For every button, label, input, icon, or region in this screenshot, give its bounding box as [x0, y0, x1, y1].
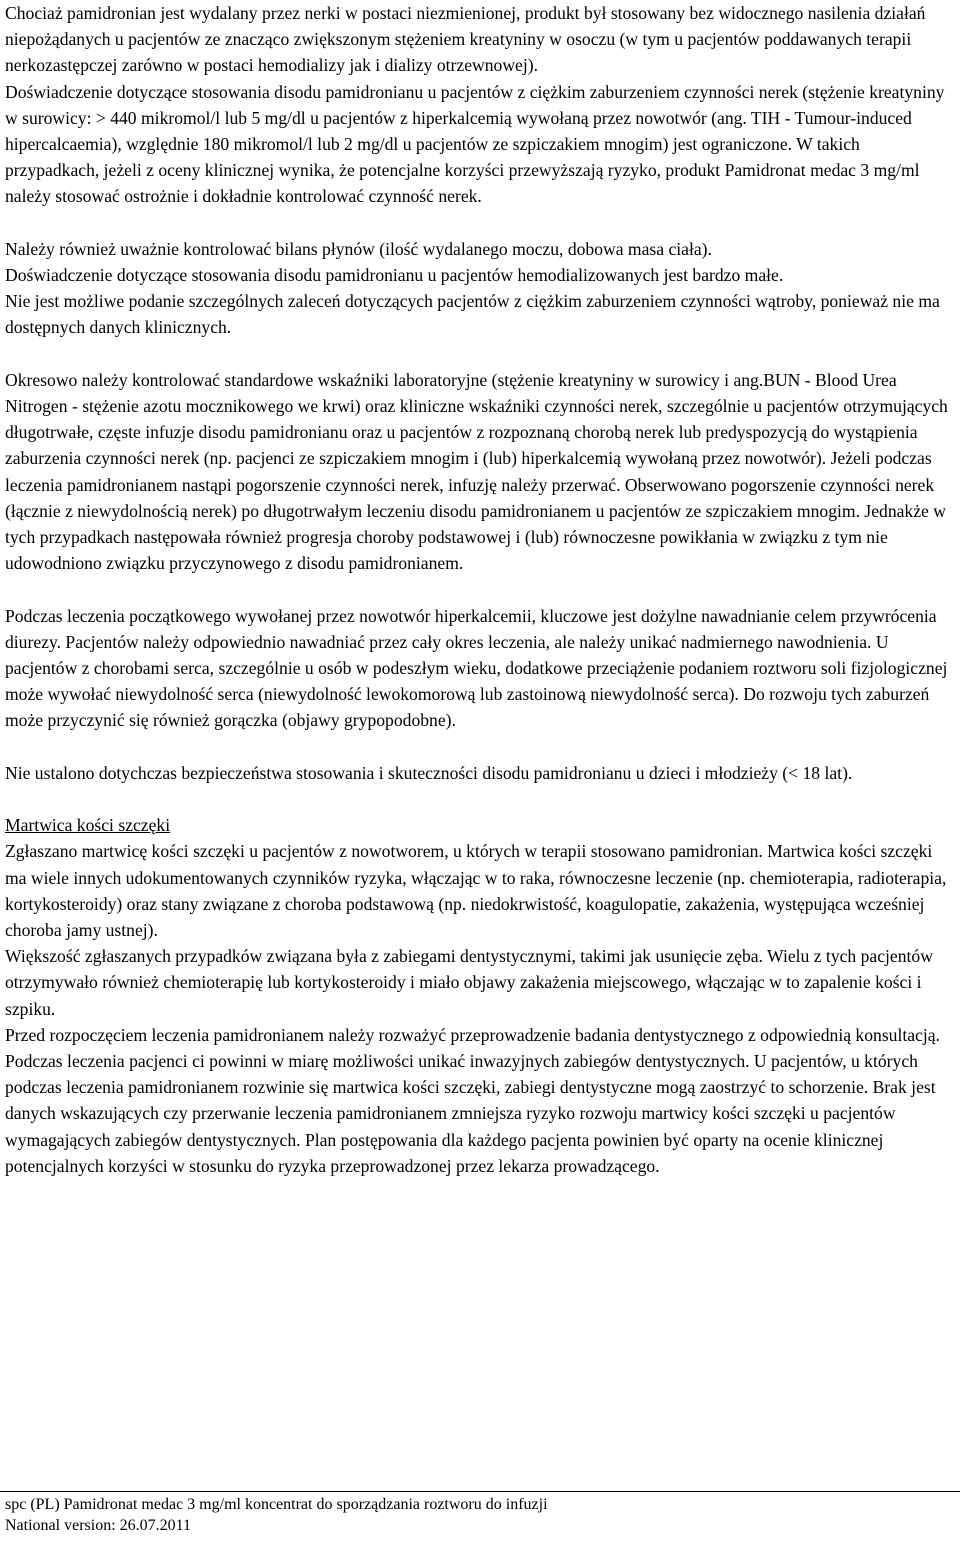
- paragraph-lab-monitoring: Okresowo należy kontrolować standardowe wskaźniki laboratoryjne (stężenie kreatyniny w surowicy i ang.BUN - Blood Urea Nitrogen - stężenie azotu mocznikowego we krwi) oraz kliniczne wskaźniki czynności nerek, szczególnie u pacjentów otrzymujących długotrwałe, częste infuzje disodu pamidronianu oraz u pacjentów z rozpoznaną chorobą nerek lub predyspozycją do wystąpienia zaburzenia czynności nerek (np. pacjenci ze szpiczakiem mnogim i (lub) hiperkalcemią wywołaną przez nowotwór). Jeżeli podczas leczenia pamidronianem nastąpi pogorszenie czynności nerek, infuzję należy przerwać. Obserwowano pogorszenie czynności nerek (łącznie z niewydolnością nerek) po długotrwałym leczeniu disodu pamidronianem u pacjentów ze szpiczakiem mnogim. Jednakże w tych przypadkach następowała również progresja choroby podstawowej i (lub) równoczesne powikłania w związku z tym nie udowodniono związku przyczynowego z disodu pamidronianem.: [5, 369, 948, 574]
- footer-document-title: spc (PL) Pamidronat medac 3 mg/ml koncentrat do sporządzania roztworu do infuzji: [5, 1496, 548, 1513]
- page-footer: [0, 1491, 960, 1536]
- paragraph-jaw-osteonecrosis-reports: Zgłaszano martwicę kości szczęki u pacjentów z nowotworem, u których w terapii stosowano pamidronian. Martwica kości szczęki ma wiele innych udokumentowanych czynników ryzyka, włączając w to raka, równoczesne leczenie (np. chemioterapia, radioterapia, kortykosteroidy) oraz stany związane z choroba podstawową (np. niedokrwistość, koagulopatie, zakażenia, występująca wcześniej choroba jamy ustnej).: [5, 841, 947, 941]
- document-body: [5, 0, 955, 1179]
- document-page: [5, 0, 955, 1179]
- paragraph-dental-examination: Przed rozpoczęciem leczenia pamidronianem należy rozważyć przeprowadzenie badania dentystycznego z odpowiednią konsultacją. Podczas leczenia pacjenci ci powinni w miarę możliwości unikać inwazyjnych zabiegów dentystycznych. U pacjentów, u których podczas leczenia pamidronianem rozwinie się martwica kości szczęki, zabiegi dentystyczne mogą zaostrzyć to schorzenie. Brak jest danych wskazujących czy przerwanie leczenia pamidronianem zmniejsza ryzyko rozwoju martwicy kości szczęki u pacjentów wymagających zabiegów dentystycznych. Plan postępowania dla każdego pacjenta powinien być oparty na ocenie klinicznej potencjalnych korzyści w stosunku do ryzyka przeprowadzonej przez lekarza prowadzącego.: [5, 1024, 940, 1176]
- footer-version: National version: 26.07.2011: [5, 1516, 192, 1534]
- paragraph-renal-excretion: Chociaż pamidronian jest wydalany przez nerki w postaci niezmienionej, produkt był stosowany bez widocznego nasilenia działań niepożądanych u pacjentów ze znacząco zwiększonym stężeniem kreatyniny w osoczu (w tym u pacjentów poddawanych terapii nerkozastępczej zarówno w postaci hemodializy jak i dializy otrzewnowej).: [5, 3, 926, 76]
- section-heading-jaw-osteonecrosis: Martwica kości szczęki: [5, 815, 171, 836]
- paragraph-severe-renal-impairment: Doświadczenie dotyczące stosowania disodu pamidronianu u pacjentów z ciężkim zaburzeniem czynności nerek (stężenie kreatyniny w surowicy: > 440 mikromol/l lub 5 mg/dl u pacjentów z hiperkalcemią wywołaną przez nowotwór (ang. TIH - Tumour-induced hipercalcaemia), względnie 180 mikromol/l lub 2 mg/dl u pacjentów ze szpiczakiem mnogim) jest ograniczone. W takich przypadkach, jeżeli z oceny klinicznej wynika, że potencjalne korzyści przewyższają ryzyko, produkt Pamidronat medac 3 mg/ml należy stosować ostrożnie i dokładnie kontrolować czynność nerek.: [5, 81, 945, 207]
- paragraph-gap: [5, 734, 955, 760]
- paragraph-hydration: Podczas leczenia początkowego wywołanej przez nowotwór hiperkalcemii, kluczowe jest dożylne nawadnianie celem przywrócenia diurezy. Pacjentów należy odpowiednio nawadniać przez cały okres leczenia, ale należy unikać nadmiernego nawodnienia. U pacjentów z chorobami serca, szczególnie u osób w podeszłym wieku, dodatkowe przeciążenie podaniem roztworu soli fizjologicznej może wywołać niewydolność serca (niewydolność lewokomorową lub zastoinową niewydolność serca). Do rozwoju tych zaburzeń może przyczynić się również gorączka (objawy grypopodobne).: [5, 605, 948, 731]
- paragraph-pediatric: Nie ustalono dotychczas bezpieczeństwa stosowania i skuteczności disodu pamidronianu u dzieci i młodzieży (< 18 lat).: [5, 762, 853, 783]
- paragraph-gap: [5, 576, 955, 602]
- paragraph-gap: [5, 341, 955, 367]
- paragraph-fluid-balance: Należy również uważnie kontrolować bilans płynów (ilość wydalanego moczu, dobowa masa ciała).: [5, 238, 712, 259]
- paragraph-hepatic-impairment: Nie jest możliwe podanie szczególnych zaleceń dotyczących pacjentów z ciężkim zaburzeniem czynności wątroby, ponieważ nie ma dostępnych danych klinicznych.: [5, 291, 940, 338]
- paragraph-gap: [5, 786, 955, 812]
- paragraph-dental-procedures: Większość zgłaszanych przypadków związana była z zabiegami dentystycznymi, takimi jak usunięcie zęba. Wielu z tych pacjentów otrzymywało również chemioterapię lub kortykosteroidy i miało objawy zakażenia miejscowego, włączając w to zapalenie kości i szpiku.: [5, 946, 933, 1019]
- paragraph-gap: [5, 210, 955, 236]
- paragraph-hemodialysis: Doświadczenie dotyczące stosowania disodu pamidronianu u pacjentów hemodializowanych jest bardzo małe.: [5, 265, 784, 286]
- footer-text: [0, 1492, 960, 1536]
